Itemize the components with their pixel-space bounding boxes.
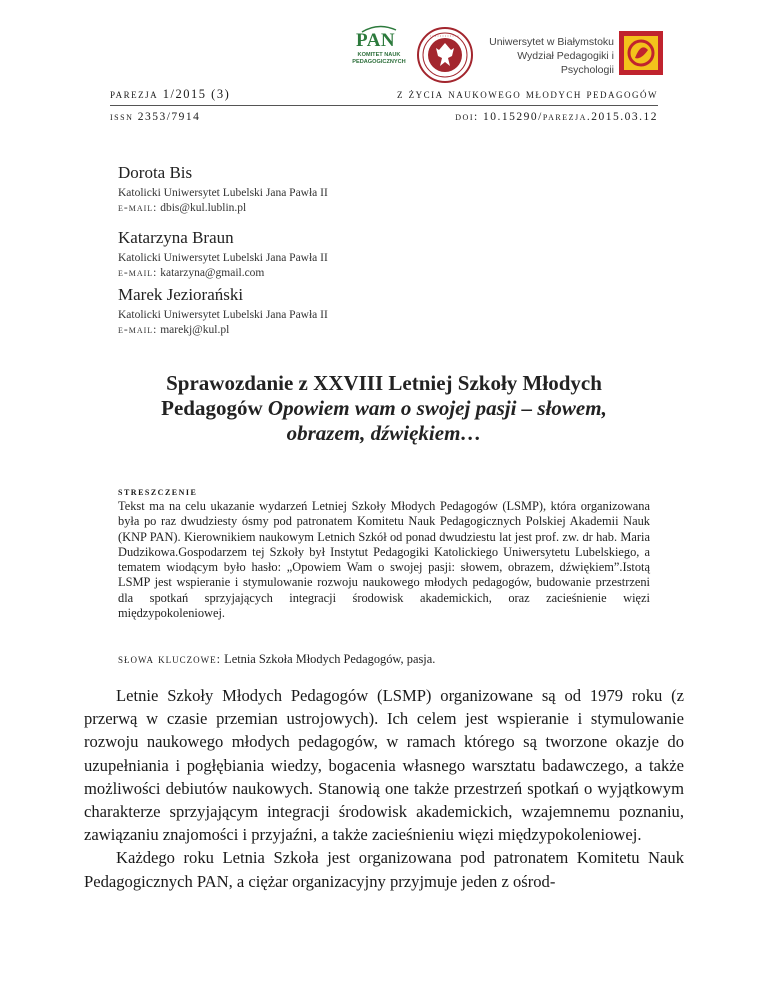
- faculty-logo-icon: [618, 30, 664, 76]
- abstract-text: Tekst ma na celu ukazanie wydarzeń Letniej Szkoły Młodych Pedagogów (LSMP), która organizowana była po raz dwudziesty ósmy pod patronatem Komitetu Nauk Pedagogicznych Polskiej Akademii Nauk (KNP PAN). Kierownikiem naukowym Letnich Szkół od ponad dwudziestu lat jest prof. zw. dr hab. Maria Dudzikowa.Gospodarzem tej Szkoły był Instytut Pedagogiki Katolickiego Uniwersytetu Lubelskiego, a tematem wiodącym było hasło: „Opowiem Wam o swojej pasji: słowem, obrazem, dźwiękiem”.Istotą LSMP jest wspieranie i stymulowanie rozwoju naukowego młodych pedagogów, budowanie przestrzeni dla spotkań sprzyjających integracji środowisk akademickich, oraz zacieśnienie więzi międzypokoleniowej.: [118, 499, 650, 621]
- author-affiliation: Katolicki Uniwersytet Lubelski Jana Pawła II: [118, 252, 328, 264]
- pan-subtitle: KOMITET NAUK PEDAGOGICZNYCH: [352, 52, 406, 65]
- author-email: e-mail: marekj@kul.pl: [118, 324, 230, 336]
- author-affiliation: Katolicki Uniwersytet Lubelski Jana Pawła II: [118, 187, 328, 199]
- keywords-label: słowa kluczowe:: [118, 652, 222, 666]
- doi: doi: 10.15290/parezja.2015.03.12: [455, 111, 658, 123]
- author-affiliation: Katolicki Uniwersytet Lubelski Jana Pawła II: [118, 309, 328, 321]
- keywords: [118, 652, 435, 667]
- header-divider: [110, 105, 658, 106]
- author-email: e-mail: dbis@kul.lublin.pl: [118, 202, 247, 214]
- author-email: e-mail: katarzyna@gmail.com: [118, 267, 265, 279]
- body-paragraph: Każdego roku Letnia Szkoła jest organizowana pod patronatem Komitetu Nauk Pedagogicznych PAN, a ciężar organizacyjny przyjmuje jeden z ośrod-: [84, 848, 684, 891]
- author-block: [118, 285, 638, 338]
- body-paragraph: Letnie Szkoły Młodych Pedagogów (LSMP) organizowane są od 1979 roku (z przerwą w czasie przemian ustrojowych). Ich celem jest wspieranie i stymulowanie rozwoju naukowego młodych pedagogów, w ramach którego są tworzone okazje do uzupełniania i pogłębiania wiedzy, bogacenia własnego warsztatu badawczego, a także możliwości debiutów naukowych. Stanowią one także przestrzeń spotkań o wyjątkowym charakterze sprzyjającym integracji środowisk akademickich, wzajemnemu poznaniu, zawiązaniu znajomości i przyjaźni, a także zacieśnieniu więzi międzypokoleniowej.: [84, 686, 684, 845]
- author-name: Marek Jeziorański: [118, 285, 244, 304]
- keywords-value: Letnia Szkoła Młodych Pedagogów, pasja.: [224, 652, 436, 666]
- author-block: [118, 228, 638, 281]
- issn: issn 2353/7914: [110, 111, 201, 123]
- article-title: Sprawozdanie z XXVIII Letniej Szkoły Młodych Pedagogów Opowiem wam o swojej pasji – słowem, obrazem, dźwiękiem…: [161, 371, 607, 445]
- pan-committee-logo: [348, 30, 410, 78]
- pan-wordmark: PAN: [356, 30, 396, 51]
- abstract-heading: streszczenie: [118, 486, 198, 498]
- section-title: z życia naukowego młodych pedagogów: [397, 87, 658, 101]
- university-name: Uniwersytet w Białymstoku Wydział Pedagogiki i Psychologii: [489, 36, 614, 76]
- journal-issue: parezja 1/2015 (3): [110, 87, 231, 101]
- author-name: Dorota Bis: [118, 163, 193, 182]
- author-block: [118, 163, 638, 216]
- author-name: Katarzyna Braun: [118, 228, 234, 247]
- university-seal-icon: [416, 26, 474, 84]
- article-body: [84, 684, 684, 893]
